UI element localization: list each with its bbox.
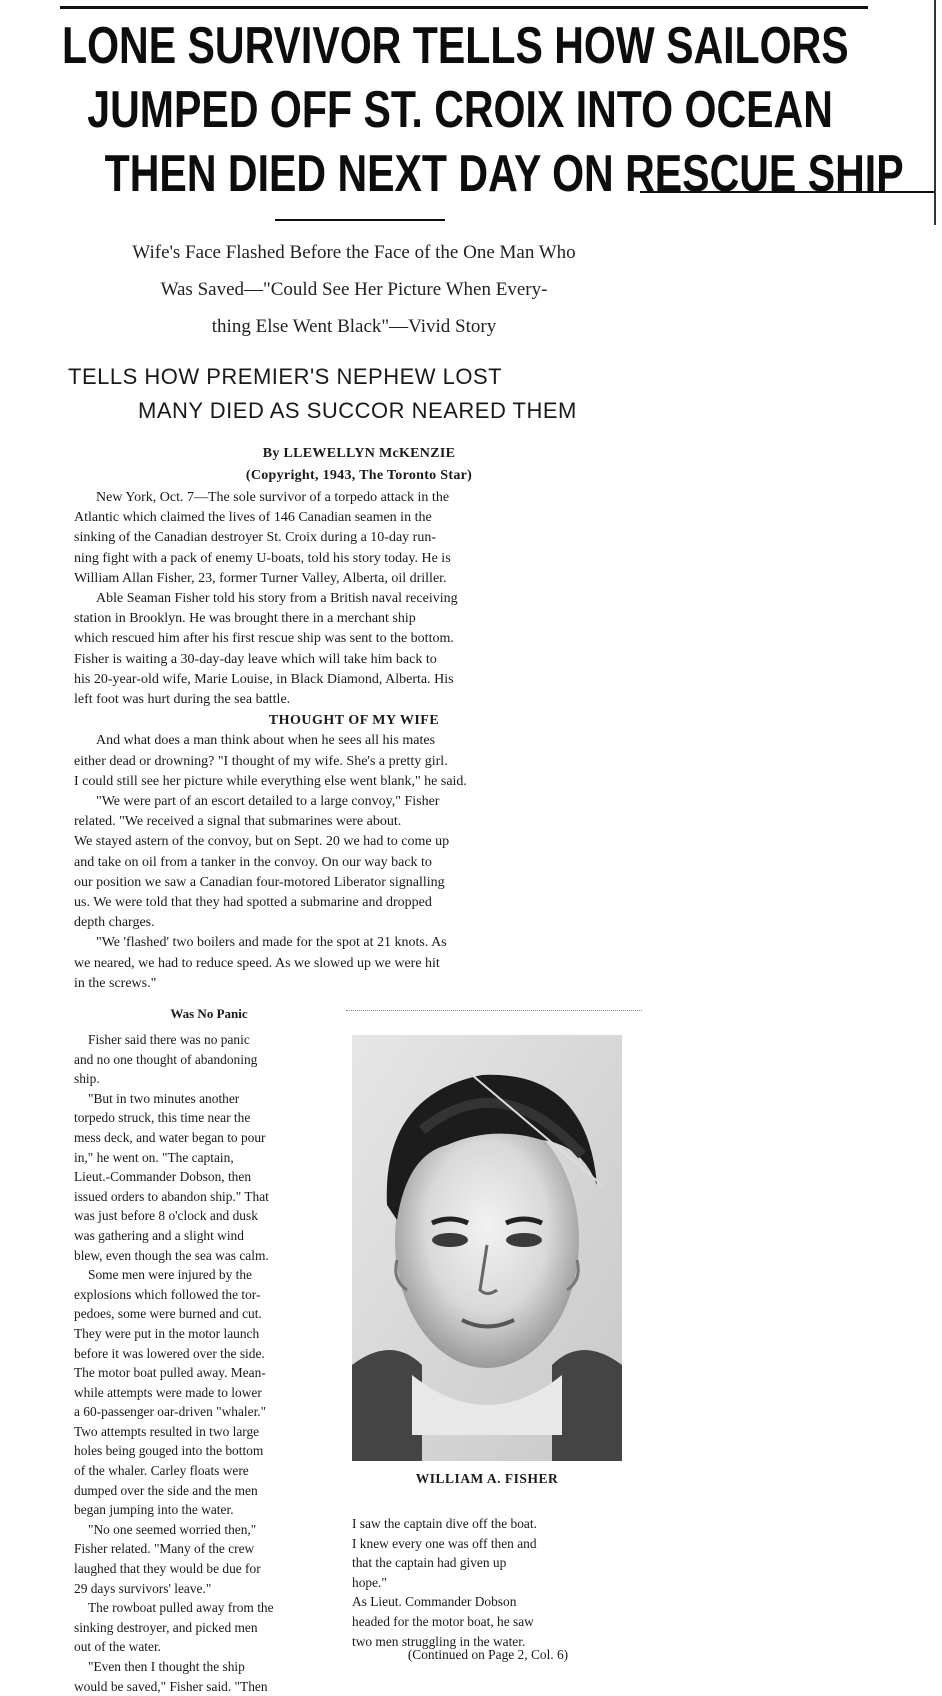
- text-line: his 20-year-old wife, Marie Louise, in Black Diamond, Alberta. His: [74, 671, 454, 687]
- author: By LLEWELLYN McKENZIE: [262, 446, 456, 461]
- paragraph-2: [74, 589, 634, 710]
- text-line: "We were part of an escort detailed to a large convoy," Fisher: [96, 794, 440, 810]
- deck-line-3: thing Else Went Black"—Vivid Story: [211, 316, 497, 337]
- text-line: sinking of the Canadian destroyer St. Croix during a 10-day run-: [74, 530, 436, 546]
- text-line: hope.": [352, 1574, 387, 1590]
- deck-headline: [74, 234, 634, 345]
- text-line: out of the water.: [74, 1639, 162, 1655]
- text-line: would be saved," Fisher said. "Then: [74, 1678, 268, 1694]
- text-line: was gathering and a slight wind: [74, 1227, 244, 1243]
- text-line: New York, Oct. 7—The sole survivor of a torpedo attack in the: [96, 490, 450, 505]
- text-line: As Lieut. Commander Dobson: [352, 1594, 517, 1610]
- text-line: Some men were injured by the: [88, 1267, 252, 1283]
- headline: [62, 14, 904, 206]
- text-line: Fisher related. "Many of the crew: [74, 1541, 255, 1557]
- text-line: ning fight with a pack of enemy U-boats, told his story today. He is: [74, 550, 451, 566]
- text-line: in," he went on. "The captain,: [74, 1149, 234, 1165]
- subheadline: [64, 360, 644, 428]
- text-line: which rescued him after his first rescue ship was sent to the bottom.: [74, 631, 454, 647]
- article-body-wide: [74, 488, 634, 994]
- headline-line-3: THEN DIED NEXT DAY ON RESCUE SHIP: [104, 145, 904, 203]
- text-line: mess deck, and water began to pour: [74, 1129, 266, 1145]
- text-line: blew, even though the sea was calm.: [74, 1247, 269, 1263]
- text-line: Fisher is waiting a 30-day-day leave which will take him back to: [74, 651, 437, 667]
- paragraph-5: [74, 933, 634, 994]
- text-line: They were put in the motor launch: [74, 1325, 260, 1341]
- text-line: two men struggling in the water.: [352, 1633, 526, 1649]
- continuation-line: (Continued on Page 2, Col. 6): [407, 1647, 569, 1662]
- column-heading: Was No Panic: [170, 1006, 248, 1021]
- text-line: either dead or drowning? "I thought of my wife. She's a pretty girl.: [74, 753, 448, 769]
- adjacent-column-rule: [640, 191, 935, 193]
- text-line: torpedo struck, this time near the: [74, 1110, 251, 1126]
- headline-divider: [275, 219, 445, 221]
- text-line: 29 days survivors' leave.": [74, 1580, 212, 1596]
- deck-line-2: Was Saved—"Could See Her Picture When Every-: [160, 279, 548, 300]
- text-line: while attempts were made to lower: [74, 1384, 262, 1400]
- text-line: ship.: [74, 1071, 100, 1087]
- text-line: "No one seemed worried then,": [88, 1521, 257, 1537]
- text-line: and take on oil from a tanker in the convoy. On our way back to: [74, 854, 432, 870]
- paragraph-3: [74, 731, 634, 792]
- text-line: Two attempts resulted in two large: [74, 1423, 260, 1439]
- article-left-column: [74, 1030, 344, 1696]
- byline: [74, 443, 644, 487]
- photo-caption: WILLIAM A. FISHER: [415, 1471, 559, 1486]
- portrait-photo: [352, 1035, 622, 1461]
- text-line: pedoes, some were burned and cut.: [74, 1306, 262, 1322]
- text-line: before it was lowered over the side.: [74, 1345, 265, 1361]
- section-heading: THOUGHT OF MY WIFE: [268, 713, 440, 729]
- text-line: The rowboat pulled away from the: [88, 1600, 274, 1616]
- deck-line-1: Wife's Face Flashed Before the Face of the One Man Who: [132, 242, 576, 263]
- subhead-line-1: TELLS HOW PREMIER'S NEPHEW LOST: [68, 364, 503, 389]
- text-line: that the captain had given up: [352, 1555, 507, 1571]
- text-line: And what does a man think about when he sees all his mates: [96, 733, 436, 749]
- paragraph-1: [74, 488, 634, 589]
- text-line: Able Seaman Fisher told his story from a British naval receiving: [96, 591, 458, 607]
- text-line: was just before 8 o'clock and dusk: [74, 1208, 258, 1224]
- photo-top-rule: [346, 1010, 642, 1011]
- text-line: "We 'flashed' two boilers and made for the spot at 21 knots. As: [96, 935, 447, 951]
- text-line: left foot was hurt during the sea battle.: [74, 692, 291, 708]
- text-line: The motor boat pulled away. Mean-: [74, 1365, 266, 1381]
- subhead-line-2: MANY DIED AS SUCCOR NEARED THEM: [138, 398, 577, 423]
- text-line: related. "We received a signal that submarines were about.: [74, 814, 402, 830]
- text-line: of the whaler. Carley floats were: [74, 1463, 249, 1479]
- text-line: laughed that they would be due for: [74, 1561, 261, 1577]
- text-line: in the screws.": [74, 975, 157, 991]
- top-rule: [60, 6, 868, 9]
- text-line: a 60-passenger oar-driven "whaler.": [74, 1404, 267, 1420]
- headline-line-1: LONE SURVIVOR TELLS HOW SAILORS: [62, 17, 849, 75]
- text-line: Lieut.-Commander Dobson, then: [74, 1169, 252, 1185]
- text-line: We stayed astern of the convoy, but on Sept. 20 we had to come up: [74, 834, 450, 850]
- text-line: William Allan Fisher, 23, former Turner Valley, Alberta, oil driller.: [74, 570, 447, 586]
- article-right-column: [352, 1514, 624, 1651]
- text-line: sinking destroyer, and picked men: [74, 1619, 258, 1635]
- text-line: issued orders to abandon ship." That: [74, 1188, 269, 1204]
- text-line: began jumping into the water.: [74, 1502, 234, 1518]
- text-line: Fisher said there was no panic: [88, 1032, 250, 1047]
- text-line: holes being gouged into the bottom: [74, 1443, 264, 1459]
- text-line: and no one thought of abandoning: [74, 1051, 258, 1067]
- text-line: I could still see her picture while everything else went blank," he said.: [74, 773, 467, 789]
- text-line: Atlantic which claimed the lives of 146 Canadian seamen in the: [74, 510, 432, 526]
- text-line: dumped over the side and the men: [74, 1482, 258, 1498]
- text-line: depth charges.: [74, 915, 155, 931]
- copyright-line: (Copyright, 1943, The Toronto Star): [245, 468, 473, 483]
- text-line: our position we saw a Canadian four-motored Liberator signalling: [74, 874, 445, 890]
- text-line: headed for the motor boat, he saw: [352, 1613, 534, 1629]
- text-line: I saw the captain dive off the boat.: [352, 1516, 537, 1531]
- text-line: "Even then I thought the ship: [88, 1659, 245, 1674]
- text-line: us. We were told that they had spotted a submarine and dropped: [74, 895, 432, 911]
- text-line: I knew every one was off then and: [352, 1535, 537, 1551]
- paragraph-4: [74, 792, 634, 933]
- text-line: "But in two minutes another: [88, 1090, 240, 1106]
- headline-line-2: JUMPED OFF ST. CROIX INTO OCEAN: [87, 81, 833, 139]
- text-line: station in Brooklyn. He was brought there in a merchant ship: [74, 611, 416, 627]
- text-line: explosions which followed the tor-: [74, 1286, 261, 1302]
- text-line: we neared, we had to reduce speed. As we slowed up we were hit: [74, 955, 440, 971]
